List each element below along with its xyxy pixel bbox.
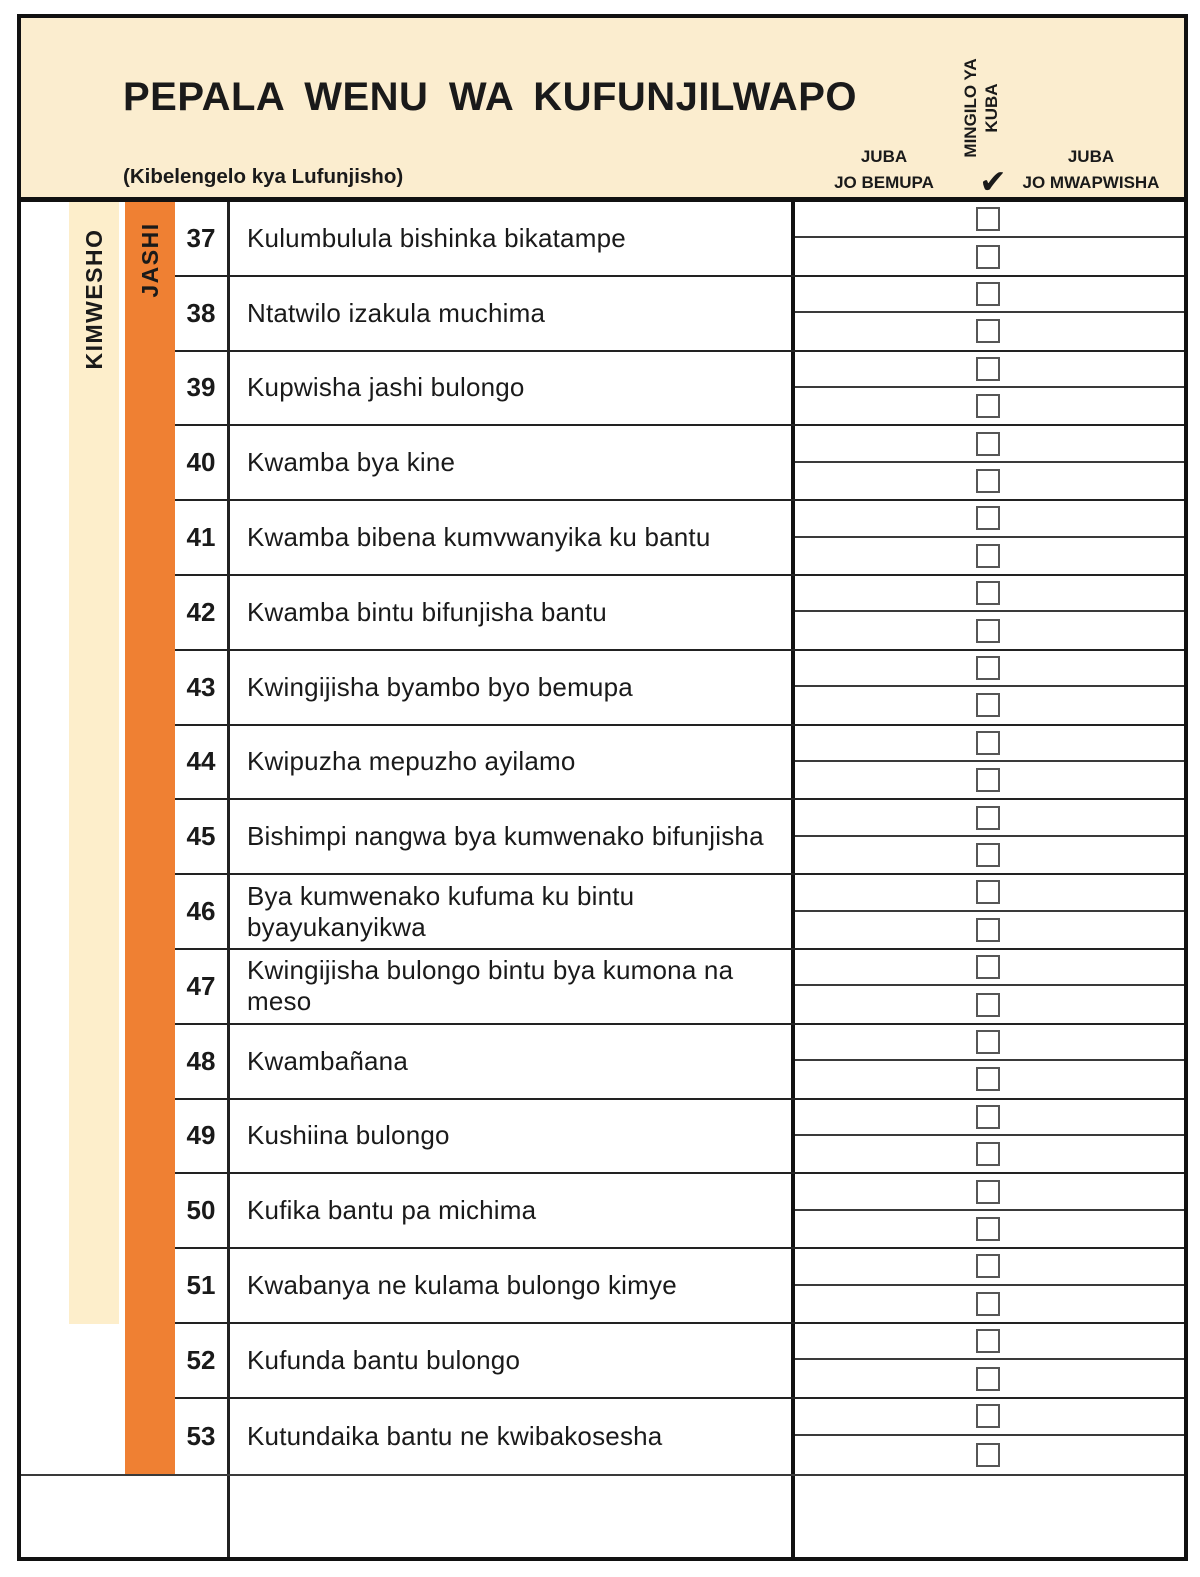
checkbox[interactable] [976,544,1000,568]
row-number: 48 [186,1045,216,1076]
table-row [175,501,1184,576]
row-number: 53 [186,1420,216,1451]
checkbox-slot-lower [795,1286,1184,1322]
row-description: Kwabanya ne kulama bulongo kimye [227,1249,791,1322]
checkbox[interactable] [976,731,1000,755]
checkbox[interactable] [976,693,1000,717]
column-header-line: KUBA [982,83,1002,133]
row-description: Kwambañana [227,1025,791,1098]
row-number: 44 [186,746,216,777]
checkbox-slot-upper [795,426,1184,462]
checkbox-slot-lower [795,986,1184,1022]
row-number: 45 [186,821,216,852]
table-row [175,1100,1184,1175]
row-number: 47 [186,970,216,1001]
checkbox-slot-upper [795,800,1184,836]
row-description: Kwamba bya kine [227,426,791,499]
checkbox[interactable] [976,768,1000,792]
table-row [175,726,1184,801]
checkbox[interactable] [976,506,1000,530]
checkbox-slot-lower [795,612,1184,648]
checkbox-slot-upper [795,576,1184,612]
checkbox-slot-lower [795,313,1184,349]
table-row [175,576,1184,651]
row-number: 43 [186,671,216,702]
checkbox-slot-upper [795,651,1184,687]
column-divider [227,1476,230,1557]
row-checkbox-cell [791,426,1184,499]
checkbox[interactable] [976,1329,1000,1353]
checkbox[interactable] [976,843,1000,867]
checkbox[interactable] [976,1292,1000,1316]
row-checkbox-cell [791,1174,1184,1247]
row-number: 38 [186,297,216,328]
checkbox-slot-lower [795,837,1184,873]
column-header-line: JO BEMUPA [834,173,934,193]
row-description: Kupwisha jashi bulongo [227,352,791,425]
row-checkbox-cell [791,1249,1184,1322]
row-description: Kwamba bibena kumvwanyika ku bantu [227,501,791,574]
checkbox[interactable] [976,1254,1000,1278]
table-row [175,875,1184,950]
column-header-juba-jo-mwapwisha [991,144,1191,197]
row-description: Kwingijisha bulongo bintu bya kumona na meso [227,950,791,1023]
table-row [175,277,1184,352]
column-header-line: MINGILO YA [961,58,980,158]
checkbox[interactable] [976,993,1000,1017]
form-header [21,18,1184,202]
form-body [21,202,1184,1557]
checkbox[interactable] [976,1067,1000,1091]
checkbox[interactable] [976,955,1000,979]
row-description: Kwamba bintu bifunjisha bantu [227,576,791,649]
section-label-kimwesho: KIMWESHO [81,228,107,370]
table-row [175,950,1184,1025]
row-checkbox-cell [791,202,1184,275]
checkmark-icon: ✔ [979,162,1007,201]
checkbox-slot-lower [795,538,1184,574]
row-number: 52 [186,1344,216,1375]
checkbox[interactable] [976,319,1000,343]
row-number: 49 [186,1120,216,1151]
row-checkbox-cell [791,352,1184,425]
row-description: Kwingijisha byambo byo bemupa [227,651,791,724]
row-description: Kutundaika bantu ne kwibakosesha [227,1399,791,1474]
row-checkbox-cell [791,576,1184,649]
table-row [175,651,1184,726]
row-checkbox-cell [791,800,1184,873]
checkbox-slot-upper [795,352,1184,388]
row-checkbox-cell [791,950,1184,1023]
table-row [175,800,1184,875]
checkbox[interactable] [976,619,1000,643]
checkbox-slot-upper [795,1324,1184,1360]
row-checkbox-cell [791,1399,1184,1474]
checkbox-slot-lower [795,687,1184,723]
row-number: 39 [186,372,216,403]
checkbox-slot-lower [795,912,1184,948]
row-checkbox-cell [791,1100,1184,1173]
checkbox[interactable] [976,1142,1000,1166]
row-description: Kushiina bulongo [227,1100,791,1173]
row-description: Kufika bantu pa michima [227,1174,791,1247]
checkbox-slot-lower [795,463,1184,499]
checkbox-slot-lower [795,1211,1184,1247]
table-row [175,1025,1184,1100]
page-title: PEPALA WENU WA KUFUNJILWAPO [123,75,857,119]
empty-bottom-row [21,1474,1184,1557]
row-checkbox-cell [791,875,1184,948]
checkbox-slot-lower [795,1061,1184,1097]
row-description: Kulumbulula bishinka bikatampe [227,202,791,275]
checkbox-slot-upper [795,875,1184,911]
checkbox-slot-upper [795,202,1184,238]
row-checkbox-cell [791,501,1184,574]
checkbox[interactable] [976,1367,1000,1391]
checkbox[interactable] [976,1217,1000,1241]
checkbox[interactable] [976,806,1000,830]
form-sheet [17,14,1188,1561]
checkbox[interactable] [976,207,1000,231]
row-number: 40 [186,447,216,478]
checkbox[interactable] [976,581,1000,605]
row-checkbox-cell [791,1324,1184,1397]
checkbox-slot-lower [795,1360,1184,1396]
row-description: Kufunda bantu bulongo [227,1324,791,1397]
row-description: Bishimpi nangwa bya kumwenako bifunjisha [227,800,791,873]
column-divider [791,1476,795,1557]
checkbox[interactable] [976,1105,1000,1129]
row-number: 46 [186,896,216,927]
checkbox-slot-upper [795,1100,1184,1136]
section-label-jashi: JASHI [137,222,163,298]
checkbox[interactable] [976,1180,1000,1204]
checkbox-slot-upper [795,1399,1184,1436]
table-row [175,352,1184,427]
checkbox[interactable] [976,656,1000,680]
table-row [175,426,1184,501]
row-number: 37 [186,222,216,253]
row-checkbox-cell [791,1025,1184,1098]
checkbox-slot-upper [795,1174,1184,1210]
checkbox[interactable] [976,880,1000,904]
row-description: Kwipuzha mepuzho ayilamo [227,726,791,799]
checklist-rows [175,202,1184,1474]
page-subtitle: (Kibelengelo kya Lufunjisho) [123,165,404,188]
table-row [175,1174,1184,1249]
checkbox-slot-upper [795,277,1184,313]
column-header-line: JUBA [860,147,908,166]
column-header-line: JO MWAPWISHA [1022,173,1160,193]
checkbox[interactable] [976,1443,1000,1467]
row-number: 50 [186,1195,216,1226]
checkbox-slot-upper [795,501,1184,537]
row-number: 51 [186,1270,216,1301]
checkbox-slot-upper [795,1025,1184,1061]
table-row [175,1399,1184,1474]
row-number: 42 [186,596,216,627]
section-strip-jashi [125,202,175,1474]
checkbox[interactable] [976,469,1000,493]
row-checkbox-cell [791,726,1184,799]
checkbox-slot-lower [795,388,1184,424]
checkbox[interactable] [976,282,1000,306]
checkbox[interactable] [976,1404,1000,1428]
table-row [175,1324,1184,1399]
table-row [175,1249,1184,1324]
checkbox-slot-lower [795,1136,1184,1172]
checkbox-slot-lower [795,1436,1184,1473]
checkbox[interactable] [976,245,1000,269]
row-description: Bya kumwenako kufuma ku bintu byayukanyikwa [227,875,791,948]
checkbox-slot-upper [795,726,1184,762]
row-checkbox-cell [791,277,1184,350]
checkbox-slot-upper [795,950,1184,986]
checkbox[interactable] [976,918,1000,942]
row-checkbox-cell [791,651,1184,724]
row-description: Ntatwilo izakula muchima [227,277,791,350]
checkbox[interactable] [976,394,1000,418]
column-header-line: JUBA [1067,147,1115,166]
table-row [175,202,1184,277]
checkbox-slot-lower [795,238,1184,274]
column-header-juba-jo-bemupa [804,144,964,197]
checkbox[interactable] [976,357,1000,381]
checkbox-slot-upper [795,1249,1184,1285]
row-number: 41 [186,522,216,553]
checkbox-slot-lower [795,762,1184,798]
checkbox[interactable] [976,432,1000,456]
checkbox[interactable] [976,1030,1000,1054]
